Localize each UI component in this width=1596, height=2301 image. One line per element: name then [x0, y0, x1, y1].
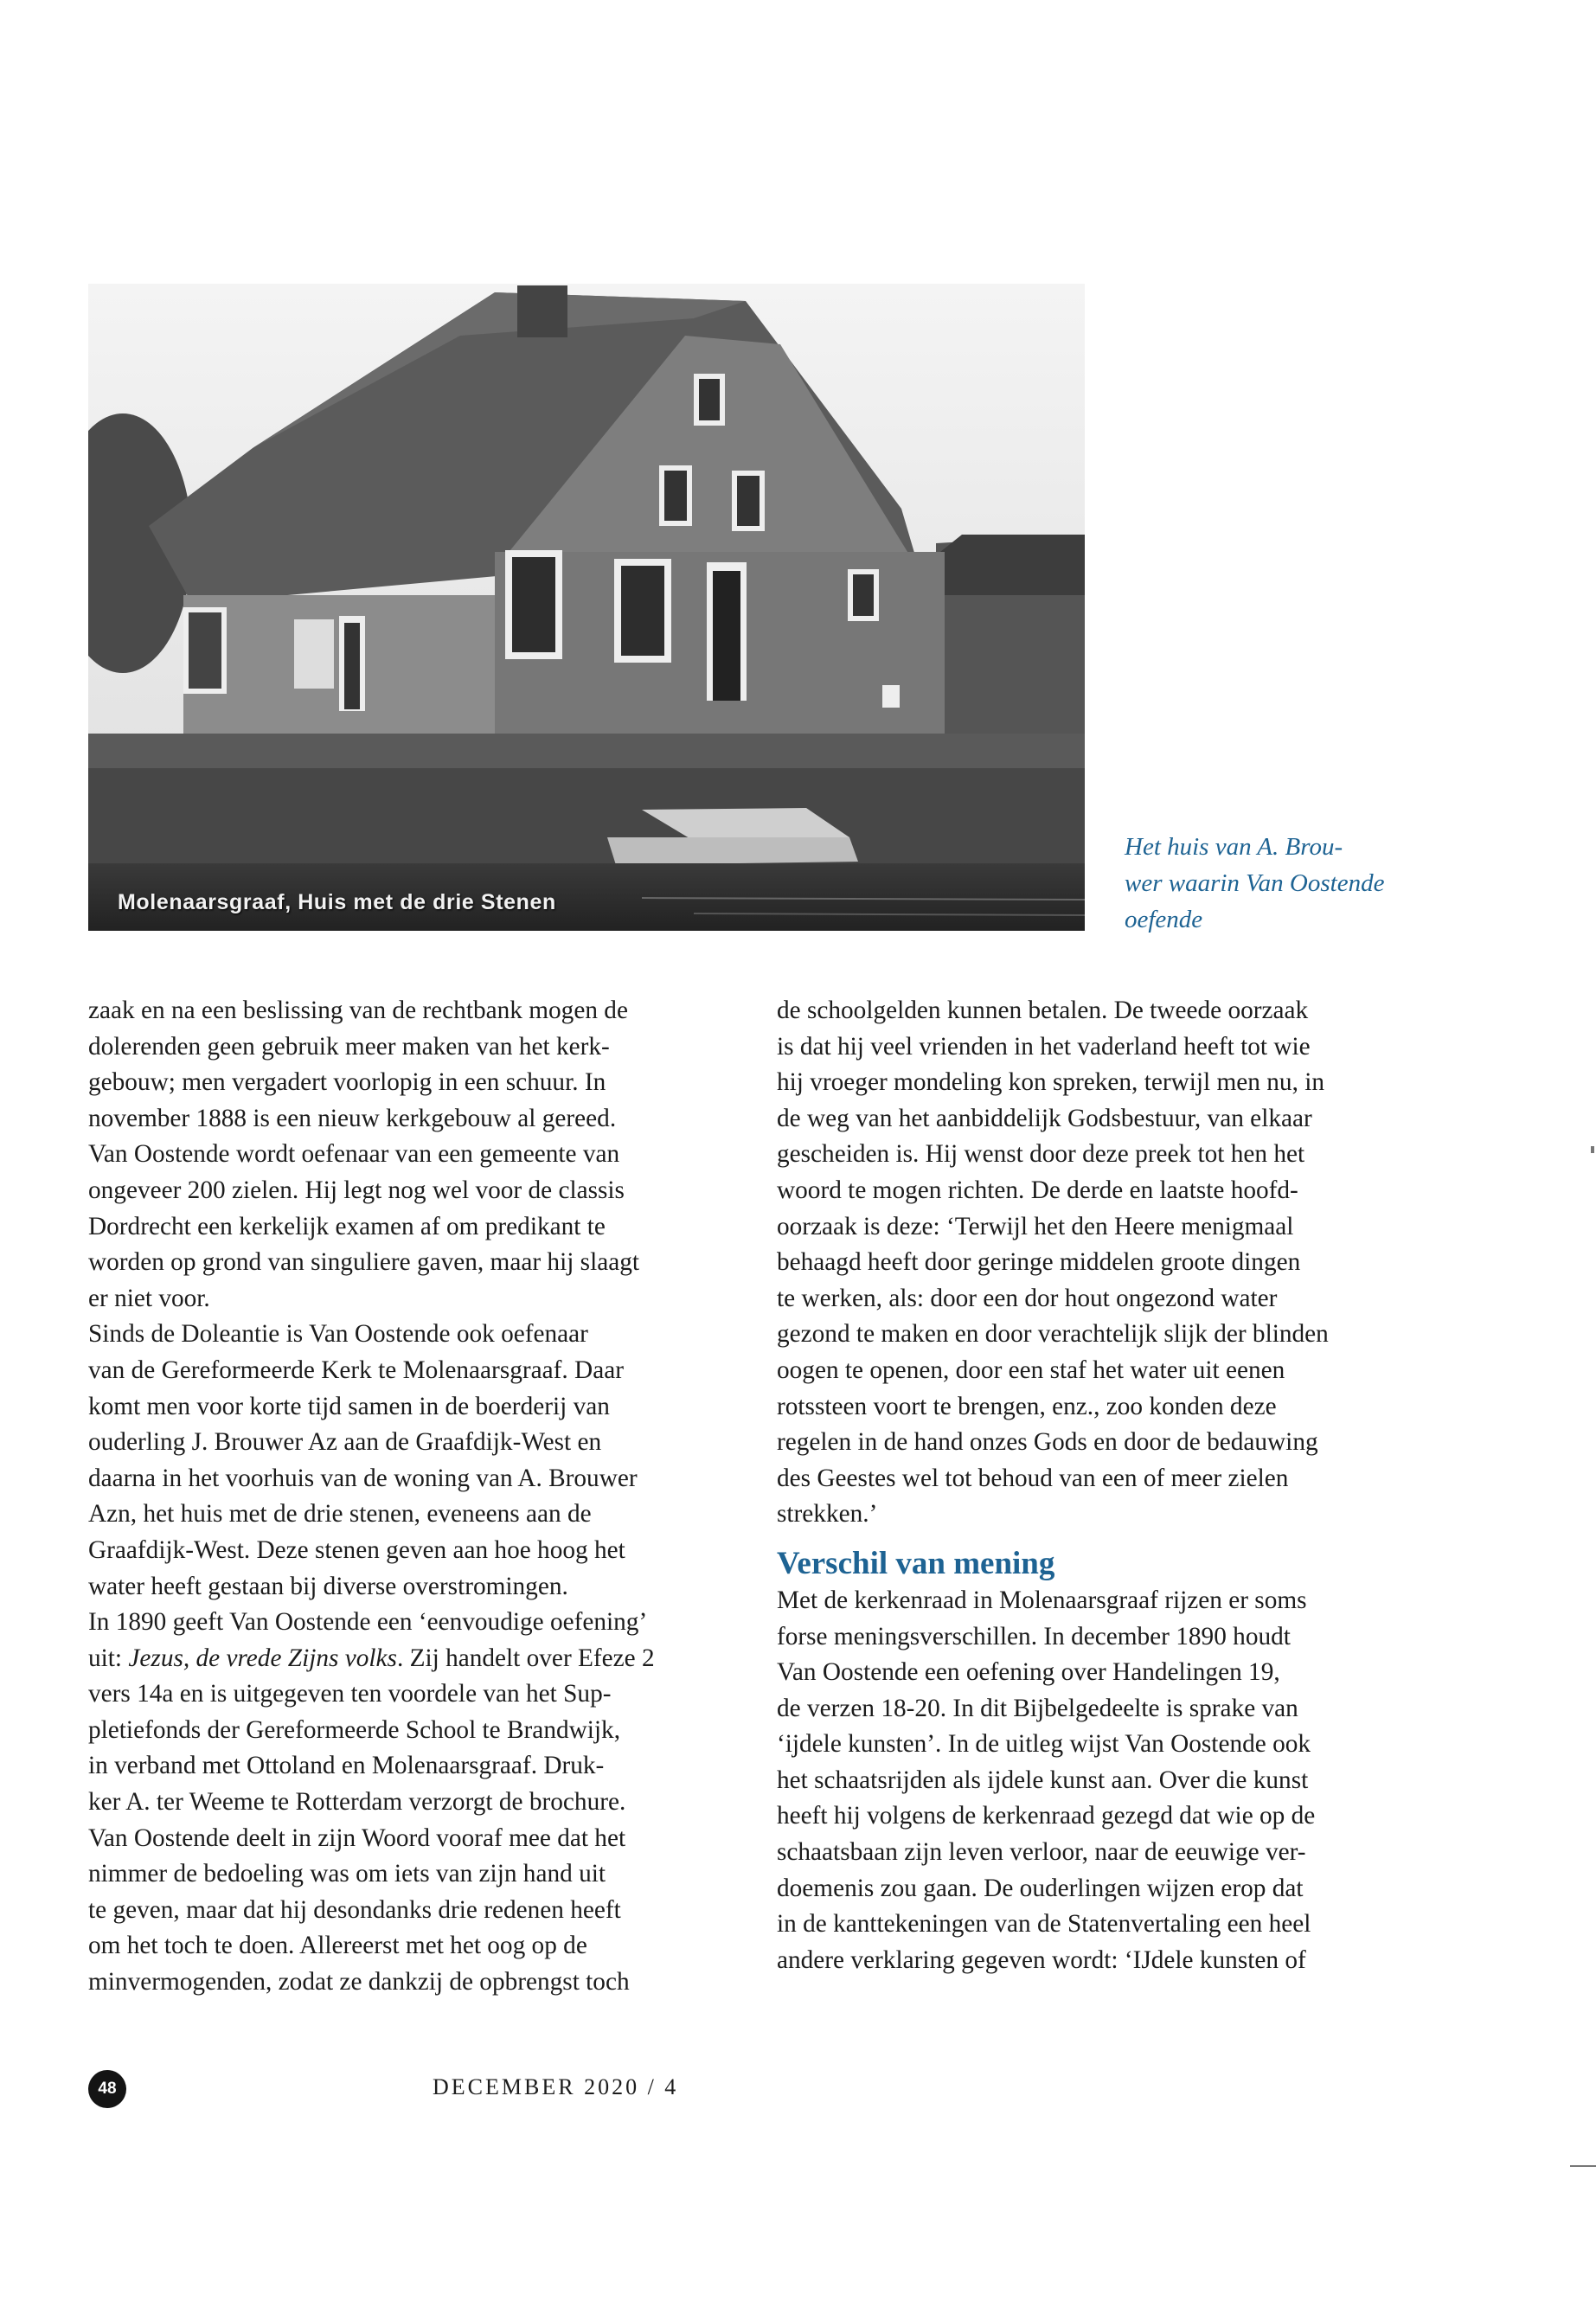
body-line: dolerenden geen gebruik meer maken van het kerk-	[88, 1032, 610, 1061]
farmhouse-illustration	[88, 284, 1085, 931]
body-line: Sinds de Doleantie is Van Oostende ook oefenaar	[88, 1320, 588, 1349]
body-line: woord te mogen richten. De derde en laatste hoofd-	[777, 1176, 1298, 1204]
line-prefix: uit:	[88, 1644, 129, 1672]
body-line: andere verklaring gegeven wordt: ‘IJdele kunsten of	[777, 1945, 1306, 1974]
left-column	[88, 993, 746, 2001]
body-line: doemenis zou gaan. De ouderlingen wijzen erop dat	[777, 1874, 1304, 1902]
body-line: is dat hij veel vrienden in het vaderland heeft tot wie	[777, 1032, 1311, 1061]
body-line: de verzen 18-20. In dit Bijbelgedeelte is sprake van	[777, 1694, 1298, 1722]
body-line: zaak en na een beslissing van de rechtbank mogen de	[88, 997, 628, 1024]
registration-mark	[1591, 1146, 1594, 1153]
body-line: ‘ijdele kunsten’. In de uitleg wijst Van Oostende ook	[777, 1730, 1311, 1759]
body-line: hij vroeger mondeling kon spreken, terwijl men nu, in	[777, 1068, 1325, 1097]
body-line: daarna in het voorhuis van de woning van A. Brouwer	[88, 1464, 638, 1492]
body-line: Graafdijk-West. Deze stenen geven aan hoe hoog het	[88, 1535, 625, 1564]
body-line: gescheiden is. Hij wenst door deze preek tot hen het	[777, 1140, 1305, 1169]
photo-inscription: Molenaarsgraaf, Huis met de drie Stenen	[118, 890, 556, 914]
body-line: november 1888 is een nieuw kerkgebouw al gereed.	[88, 1104, 617, 1132]
body-line: Azn, het huis met de drie stenen, eveneens aan de	[88, 1500, 592, 1529]
line-suffix: . Zij handelt over Efeze 2	[396, 1644, 655, 1672]
body-line: nimmer de bedoeling was om iets van zijn hand uit	[88, 1860, 606, 1888]
page-number-badge: 48	[88, 2070, 126, 2108]
body-line: worden op grond van singuliere gaven, maar hij slaagt	[88, 1248, 640, 1277]
issue-label: DECEMBER 2020 / 4	[433, 2074, 679, 2099]
body-line: rotssteen voort te brengen, enz., zoo konden deze	[777, 1392, 1277, 1420]
caption-line: wer waarin Van Oostende	[1125, 869, 1385, 897]
body-line: Van Oostende een oefening over Handelingen 19,	[777, 1658, 1280, 1687]
body-line: in verband met Ottoland en Molenaarsgraaf. Druk-	[88, 1752, 605, 1780]
body-line: water heeft gestaan bij diverse overstromingen.	[88, 1572, 568, 1600]
body-line: oogen te openen, door een staf het water uit eenen	[777, 1356, 1285, 1384]
body-line: Van Oostende wordt oefenaar van een gemeente van	[88, 1140, 620, 1169]
body-line-with-title	[88, 1641, 746, 1677]
body-line: behaagd heeft door geringe middelen groote dingen	[777, 1248, 1301, 1277]
photo-caption	[1125, 829, 1453, 938]
body-line: regelen in de hand onzes Gods en door de bedauwing	[777, 1428, 1318, 1457]
body-line: ouderling J. Brouwer Az aan de Graafdijk-West en	[88, 1428, 602, 1457]
body-line: heeft hij volgens de kerkenraad gezegd dat wie op de	[777, 1802, 1316, 1830]
body-line: te werken, als: door een dor hout ongezond water	[777, 1284, 1278, 1312]
body-line: vers 14a en is uitgegeven ten voordele van het Sup-	[88, 1680, 612, 1708]
body-line: ker A. ter Weeme te Rotterdam verzorgt de brochure.	[88, 1788, 626, 1817]
body-line: strekken.’	[777, 1500, 878, 1529]
body-line: Van Oostende deelt in zijn Woord vooraf mee dat het	[88, 1823, 626, 1852]
body-line: Dordrecht een kerkelijk examen af om predikant te	[88, 1212, 606, 1240]
body-line: gebouw; men vergadert voorlopig in een schuur. In	[88, 1068, 606, 1097]
section-heading: Verschil van mening	[777, 1545, 1055, 1581]
body-line: de schoolgelden kunnen betalen. De tweede oorzaak	[777, 997, 1309, 1024]
body-line: komt men voor korte tijd samen in de boerderij van	[88, 1392, 610, 1420]
body-line: des Geestes wel tot behoud van een of meer zielen	[777, 1464, 1289, 1492]
body-line: te geven, maar dat hij desondanks drie redenen heeft	[88, 1895, 621, 1924]
body-line: schaatsbaan zijn leven verloor, naar de eeuwige ver-	[777, 1838, 1306, 1867]
right-column	[777, 993, 1434, 1978]
caption-line: Het huis van A. Brou-	[1125, 833, 1343, 861]
body-line: pletiefonds der Gereformeerde School te Brandwijk,	[88, 1715, 621, 1744]
body-line: oorzaak is deze: ‘Terwijl het den Heere menigmaal	[777, 1212, 1294, 1240]
body-line: forse meningsverschillen. In december 1890 houdt	[777, 1622, 1291, 1650]
body-line: ongeveer 200 zielen. Hij legt nog wel voor de classis	[88, 1176, 625, 1204]
caption-line: oefende	[1125, 906, 1203, 933]
body-line: om het toch te doen. Allereerst met het oog op de	[88, 1932, 587, 1960]
body-line: de weg van het aanbiddelijk Godsbestuur, van elkaar	[777, 1104, 1312, 1132]
farmhouse-photo	[88, 284, 1085, 931]
body-line: In 1890 geeft Van Oostende een ‘eenvoudige oefening’	[88, 1608, 648, 1637]
body-line: gezond te maken en door verachtelijk slijk der blinden	[777, 1320, 1329, 1349]
publication-title: Jezus, de vrede Zijns volks	[128, 1644, 397, 1672]
crop-mark	[1570, 2165, 1596, 2167]
body-line: Met de kerkenraad in Molenaarsgraaf rijzen er soms	[777, 1586, 1307, 1614]
body-line: er niet voor.	[88, 1284, 210, 1312]
body-line: van de Gereformeerde Kerk te Molenaarsgraaf. Daar	[88, 1356, 624, 1384]
body-line: minvermogenden, zodat ze dankzij de opbrengst toch	[88, 1968, 630, 1997]
body-line: het schaatsrijden als ijdele kunst aan. Over die kunst	[777, 1766, 1309, 1794]
body-line: in de kanttekeningen van de Statenvertaling een heel	[777, 1910, 1311, 1939]
